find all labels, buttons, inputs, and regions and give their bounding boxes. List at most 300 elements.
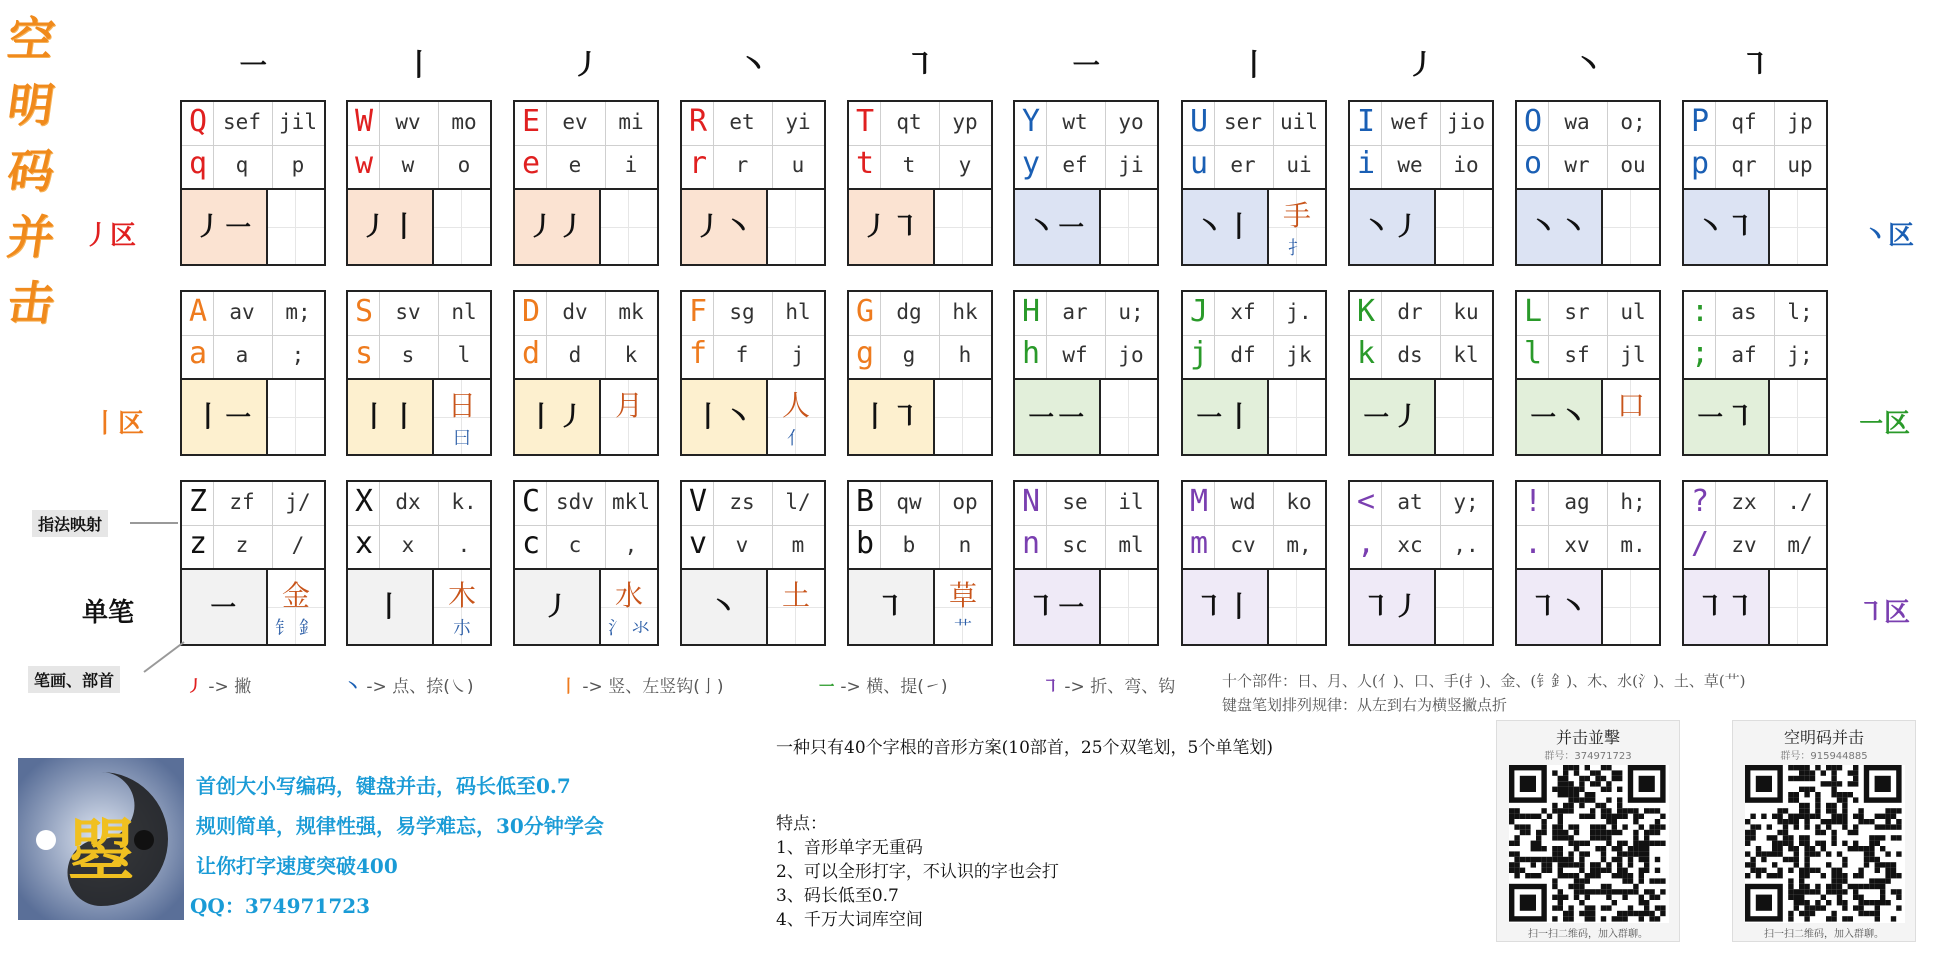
code-lower-right: . (457, 533, 471, 557)
grid-line (1797, 570, 1798, 644)
code-upper-right: l/ (785, 490, 811, 514)
key-upper-letter: M (1189, 484, 1209, 519)
stroke-combo: ㇓㇐ (182, 190, 268, 264)
qr-card-1[interactable] (1496, 720, 1680, 942)
stroke-header: ㇕ (905, 48, 935, 83)
key-l[interactable] (1515, 290, 1661, 456)
grid-line (1463, 190, 1464, 264)
grid-line (1128, 380, 1129, 454)
grid-line (1797, 380, 1798, 454)
code-upper-left: sdv (556, 490, 594, 514)
key-upper-letter: U (1189, 104, 1209, 139)
code-upper-right: ul (1620, 300, 1646, 324)
stroke-combo: 丨㇐ (182, 380, 268, 454)
code-lower-left: we (1397, 153, 1423, 177)
grid-line (461, 190, 462, 264)
key-upper-letter: : (1690, 294, 1710, 329)
stroke-combo: ㇐㇔ (1517, 380, 1603, 454)
qr-group-number: 群号：374971723 (1544, 751, 1632, 762)
radical-cell (935, 380, 991, 454)
code-upper-left: sg (729, 300, 755, 324)
code-lower-right: ; (291, 343, 305, 367)
key-lower-letter: a (188, 336, 208, 371)
radical-cell (768, 380, 824, 454)
grid-line (1436, 607, 1492, 608)
code-upper-right: nl (451, 300, 477, 324)
radical-main: 口 (1616, 389, 1645, 422)
grid-line (434, 227, 490, 228)
code-upper-left: wt (1062, 110, 1088, 134)
code-upper-left: qt (896, 110, 922, 134)
key-upper-letter: ? (1690, 484, 1710, 519)
code-lower-right: u (791, 153, 805, 177)
qr-code-icon[interactable] (1745, 765, 1905, 923)
key-w[interactable] (346, 100, 492, 266)
key-lower-letter: b (855, 526, 875, 561)
order-note: 键盘笔划排列规律：从左到右为横竖撇点折 (1222, 696, 1508, 714)
radical-cell (935, 570, 991, 644)
stroke-combo: ㇔ (682, 570, 768, 644)
key-lower-letter: g (855, 336, 875, 371)
code-upper-left: dv (562, 300, 588, 324)
stroke-combo: ㇔丨 (1183, 190, 1269, 264)
stroke-combo: ㇐ (182, 570, 268, 644)
code-upper-left: dg (896, 300, 922, 324)
title-char: 码 (4, 144, 58, 198)
stroke-combo: ㇐㇕ (1684, 380, 1770, 454)
promo-line: 让你打字速度突破400 (196, 854, 398, 878)
key-;[interactable] (1682, 290, 1828, 456)
grid-line (962, 190, 963, 264)
radical-variant: 扌 (1288, 238, 1306, 259)
grid-line (1770, 417, 1826, 418)
radical-cell (434, 190, 490, 264)
grid-line (268, 417, 324, 418)
stroke-header: ㇓ (1406, 48, 1436, 83)
key-x[interactable] (346, 480, 492, 646)
key-upper-letter: G (855, 294, 875, 329)
stroke-combo: ㇓㇕ (849, 190, 935, 264)
key-y[interactable] (1013, 100, 1159, 266)
callout-stroke-radical: 笔画、部首 (28, 666, 120, 693)
radical-cell (1603, 190, 1659, 264)
code-lower-left: b (902, 533, 916, 557)
radical-cell (935, 190, 991, 264)
code-lower-right: jo (1118, 343, 1144, 367)
radical-variant: 亻 (787, 428, 805, 449)
stroke-combo: ㇔㇔ (1517, 190, 1603, 264)
code-lower-right: m. (1620, 533, 1646, 557)
grid-line (628, 190, 629, 264)
key-upper-letter: N (1021, 484, 1041, 519)
stroke-combo: ㇐丨 (1183, 380, 1269, 454)
code-lower-right: j (791, 343, 805, 367)
code-upper-right: jp (1787, 110, 1813, 134)
callout-line (130, 522, 178, 524)
radical-cell (1603, 380, 1659, 454)
code-lower-left: f (735, 343, 749, 367)
key-k[interactable] (1348, 290, 1494, 456)
zone-label-dian: 丶区 (1862, 221, 1915, 251)
grid-line (1269, 417, 1325, 418)
code-lower-left: ds (1397, 343, 1423, 367)
code-upper-left: as (1731, 300, 1757, 324)
code-lower-left: cv (1230, 533, 1256, 557)
stroke-combo: ㇐㇐ (1015, 380, 1101, 454)
key-lower-letter: m (1189, 526, 1209, 561)
key-upper-letter: D (521, 294, 541, 329)
stroke-combo: 丨 (348, 570, 434, 644)
grid-line (962, 380, 963, 454)
legend-text: -> 点、捺(㇏) (366, 677, 474, 697)
code-lower-right: l (457, 343, 471, 367)
key-q[interactable] (180, 100, 326, 266)
feature-item: 1、音形单字无重码 (776, 838, 923, 858)
key-upper-letter: F (688, 294, 708, 329)
key-upper-letter: E (521, 104, 541, 139)
grid-line (1269, 607, 1325, 608)
callout-finger-mapping: 指法映射 (32, 510, 108, 537)
code-upper-right: ku (1453, 300, 1479, 324)
grid-line (1463, 570, 1464, 644)
code-upper-left: zx (1731, 490, 1757, 514)
key-c[interactable] (513, 480, 659, 646)
code-upper-left: ar (1062, 300, 1088, 324)
key-upper-letter: J (1189, 294, 1209, 329)
code-upper-left: dr (1397, 300, 1423, 324)
code-upper-left: ev (562, 110, 588, 134)
stroke-combo: ㇕㇕ (1684, 570, 1770, 644)
code-upper-right: hl (785, 300, 811, 324)
legend-text: -> 竖、左竖钩(亅) (582, 677, 724, 697)
radical-main: 人 (781, 389, 810, 422)
key-lower-letter: . (1523, 526, 1543, 561)
code-upper-right: op (952, 490, 978, 514)
feature-item: 3、码长低至0.7 (776, 886, 899, 906)
radical-variant: 钅 釒 (275, 618, 317, 639)
code-lower-right: n (958, 533, 972, 557)
code-upper-right: j/ (285, 490, 311, 514)
code-lower-right: m, (1286, 533, 1312, 557)
code-lower-left: zv (1731, 533, 1757, 557)
key-d[interactable] (513, 290, 659, 456)
code-upper-left: at (1397, 490, 1423, 514)
radical-cell (601, 190, 657, 264)
key-lower-letter: k (1356, 336, 1376, 371)
qr-footer: 扫一扫二维码，加入群聊。 (1764, 929, 1884, 940)
code-upper-right: hk (952, 300, 978, 324)
stroke-combo: ㇕ (849, 570, 935, 644)
stroke-combo: ㇕㇐ (1015, 570, 1101, 644)
title-char: 明 (4, 78, 58, 132)
code-lower-right: ou (1620, 153, 1646, 177)
stroke-combo: ㇐㇓ (1350, 380, 1436, 454)
key-lower-letter: q (188, 146, 208, 181)
code-lower-left: ef (1062, 153, 1088, 177)
radical-variant: 艹 (954, 618, 972, 639)
key-m[interactable] (1181, 480, 1327, 646)
qr-code-icon[interactable] (1509, 765, 1669, 923)
radical-cell (1101, 570, 1157, 644)
radical-variant: 曰 (453, 428, 471, 449)
radical-cell (1770, 570, 1826, 644)
key-lower-letter: w (354, 146, 374, 181)
qq-number: QQ：374971723 (190, 894, 371, 918)
key-j[interactable] (1181, 290, 1327, 456)
code-lower-right: jk (1286, 343, 1312, 367)
code-upper-right: ./ (1787, 490, 1813, 514)
radical-main: 手 (1282, 199, 1311, 232)
code-lower-left: xc (1397, 533, 1423, 557)
code-lower-right: k (624, 343, 638, 367)
key-.[interactable] (1515, 480, 1661, 646)
key-f[interactable] (680, 290, 826, 456)
radical-cell (434, 380, 490, 454)
code-lower-right: jl (1620, 343, 1646, 367)
key-upper-letter: Q (188, 104, 208, 139)
code-lower-left: r (735, 153, 749, 177)
callout-line (140, 640, 190, 676)
code-upper-right: mo (451, 110, 477, 134)
code-lower-left: z (235, 533, 249, 557)
stroke-combo: 丨㇕ (849, 380, 935, 454)
code-upper-right: jil (279, 110, 317, 134)
key-v[interactable] (680, 480, 826, 646)
key-upper-letter: L (1523, 294, 1543, 329)
grid-line (268, 227, 324, 228)
key-lower-letter: r (688, 146, 708, 181)
key-lower-letter: l (1523, 336, 1543, 371)
grid-line (768, 227, 824, 228)
key-upper-letter: Y (1021, 104, 1041, 139)
code-upper-right: h; (1620, 490, 1646, 514)
radical-cell (768, 190, 824, 264)
key-b[interactable] (847, 480, 993, 646)
radical-cell (268, 190, 324, 264)
legend-item (818, 672, 947, 697)
code-upper-left: sef (223, 110, 261, 134)
key-lower-letter: c (521, 526, 541, 561)
vertical-title (0, 6, 62, 336)
key-lower-letter: f (688, 336, 708, 371)
code-upper-right: uil (1280, 110, 1318, 134)
key-lower-letter: u (1189, 146, 1209, 181)
key-lower-letter: / (1690, 526, 1710, 561)
code-upper-left: ag (1564, 490, 1590, 514)
code-upper-left: av (229, 300, 255, 324)
key-upper-letter: ! (1523, 484, 1543, 519)
grid-line (1603, 607, 1659, 608)
zone-label-shu: 丨区 (92, 409, 145, 439)
grid-line (795, 190, 796, 264)
code-upper-left: dx (395, 490, 421, 514)
legend-text: -> 撇 (208, 677, 252, 697)
stroke-combo: ㇓ (515, 570, 601, 644)
radical-cell (1436, 570, 1492, 644)
grid-line (1630, 570, 1631, 644)
radical-cell (268, 570, 324, 644)
key-o[interactable] (1515, 100, 1661, 266)
grid-line (1463, 380, 1464, 454)
code-upper-left: wa (1564, 110, 1590, 134)
code-lower-right: kl (1453, 343, 1479, 367)
code-upper-left: wv (395, 110, 421, 134)
grid-line (1630, 190, 1631, 264)
description-intro: 一种只有40个字根的音形方案(10部首，25个双笔划，5个单笔划) (776, 738, 1273, 758)
legend-text: -> 横、提(㇀) (840, 677, 948, 697)
key-lower-letter: x (354, 526, 374, 561)
code-lower-right: m/ (1787, 533, 1813, 557)
grid-line (1296, 570, 1297, 644)
stroke-combo: ㇕㇔ (1517, 570, 1603, 644)
key-t[interactable] (847, 100, 993, 266)
radical-cell (1603, 570, 1659, 644)
stroke-header: 丨 (1239, 48, 1269, 83)
code-lower-right: p (291, 153, 305, 177)
code-upper-right: yp (952, 110, 978, 134)
radical-cell (1269, 380, 1325, 454)
code-lower-left: sf (1564, 343, 1590, 367)
code-lower-right: ji (1118, 153, 1144, 177)
code-lower-right: o (457, 153, 471, 177)
radical-cell (768, 570, 824, 644)
code-upper-right: m; (285, 300, 311, 324)
code-lower-left: s (401, 343, 415, 367)
code-lower-right: ui (1286, 153, 1312, 177)
zone-label-zhe: ㇕区 (1858, 598, 1911, 628)
radical-cell (1269, 190, 1325, 264)
key-upper-letter: V (688, 484, 708, 519)
key-a[interactable] (180, 290, 326, 456)
key-h[interactable] (1013, 290, 1159, 456)
code-lower-left: e (568, 153, 582, 177)
key-e[interactable] (513, 100, 659, 266)
legend-item (344, 672, 473, 697)
code-lower-right: m (791, 533, 805, 557)
stroke-combo: ㇔㇐ (1015, 190, 1101, 264)
qr-card-2[interactable] (1732, 720, 1916, 942)
key-i[interactable] (1348, 100, 1494, 266)
logo-yinyang (18, 758, 184, 920)
radical-main: 土 (781, 579, 810, 612)
key-lower-letter: ; (1690, 336, 1710, 371)
key-lower-letter: y (1021, 146, 1041, 181)
stroke-header: ㇕ (1740, 48, 1770, 83)
key-upper-letter: K (1356, 294, 1376, 329)
key-upper-letter: B (855, 484, 875, 519)
key-upper-letter: Z (188, 484, 208, 519)
code-upper-right: u; (1118, 300, 1144, 324)
key-,[interactable] (1348, 480, 1494, 646)
stroke-combo: ㇓㇓ (515, 190, 601, 264)
code-upper-left: et (729, 110, 755, 134)
code-lower-left: xv (1564, 533, 1590, 557)
key-z[interactable] (180, 480, 326, 646)
legend-item (1042, 672, 1175, 697)
key-r[interactable] (680, 100, 826, 266)
key-lower-letter: i (1356, 146, 1376, 181)
radical-cell (1770, 190, 1826, 264)
stroke-combo: ㇔㇕ (1684, 190, 1770, 264)
code-upper-right: l; (1787, 300, 1813, 324)
radical-cell (268, 380, 324, 454)
code-upper-left: xf (1230, 300, 1256, 324)
code-upper-right: jio (1447, 110, 1485, 134)
stroke-header: ㇔ (738, 48, 768, 83)
key-lower-letter: t (855, 146, 875, 181)
legend-item (560, 672, 723, 697)
code-upper-right: y; (1453, 490, 1479, 514)
code-lower-left: w (401, 153, 415, 177)
code-upper-right: k. (451, 490, 477, 514)
code-upper-right: o; (1620, 110, 1646, 134)
stroke-combo: ㇓丨 (348, 190, 434, 264)
key-lower-letter: j (1189, 336, 1209, 371)
code-upper-left: se (1062, 490, 1088, 514)
code-lower-right: io (1453, 153, 1479, 177)
grid-line (1101, 227, 1157, 228)
code-lower-left: qr (1731, 153, 1757, 177)
key-u[interactable] (1181, 100, 1327, 266)
key-lower-letter: e (521, 146, 541, 181)
code-upper-right: j. (1286, 300, 1312, 324)
code-lower-right: ,. (1453, 533, 1479, 557)
legend-symbol: 丨 (560, 677, 577, 697)
grid-line (1128, 570, 1129, 644)
key-s[interactable] (346, 290, 492, 456)
code-upper-right: yo (1118, 110, 1144, 134)
code-lower-left: wf (1062, 343, 1088, 367)
legend-symbol: ㇕ (1042, 677, 1059, 697)
code-upper-left: qw (896, 490, 922, 514)
legend-text: -> 折、弯、钩 (1064, 677, 1176, 697)
key-upper-letter: W (354, 104, 374, 139)
grid-line (1436, 227, 1492, 228)
title-char: 击 (4, 276, 58, 330)
code-upper-right: yi (785, 110, 811, 134)
key-/[interactable] (1682, 480, 1828, 646)
code-lower-right: j; (1787, 343, 1813, 367)
key-upper-letter: R (688, 104, 708, 139)
key-lower-letter: h (1021, 336, 1041, 371)
radical-cell (601, 380, 657, 454)
stroke-combo: ㇕丨 (1183, 570, 1269, 644)
radical-main: 月 (614, 389, 643, 422)
code-upper-left: wef (1391, 110, 1429, 134)
grid-line (295, 190, 296, 264)
radical-variant: 氵 氺 (608, 618, 650, 639)
key-n[interactable] (1013, 480, 1159, 646)
code-upper-right: mk (618, 300, 644, 324)
radical-cell (1269, 570, 1325, 644)
code-lower-left: df (1230, 343, 1256, 367)
qr-title: 空明码并击 (1783, 728, 1864, 747)
grid-line (1101, 607, 1157, 608)
key-lower-letter: , (1356, 526, 1376, 561)
code-upper-left: zf (229, 490, 255, 514)
radical-cell (1770, 380, 1826, 454)
key-g[interactable] (847, 290, 993, 456)
code-lower-left: t (902, 153, 916, 177)
key-p[interactable] (1682, 100, 1828, 266)
code-lower-left: wr (1564, 153, 1590, 177)
stroke-combo: 丨㇓ (515, 380, 601, 454)
stroke-combo: 丨丨 (348, 380, 434, 454)
key-upper-letter: O (1523, 104, 1543, 139)
legend-item (186, 672, 251, 697)
code-upper-right: mi (618, 110, 644, 134)
stroke-header: ㇔ (1573, 48, 1603, 83)
